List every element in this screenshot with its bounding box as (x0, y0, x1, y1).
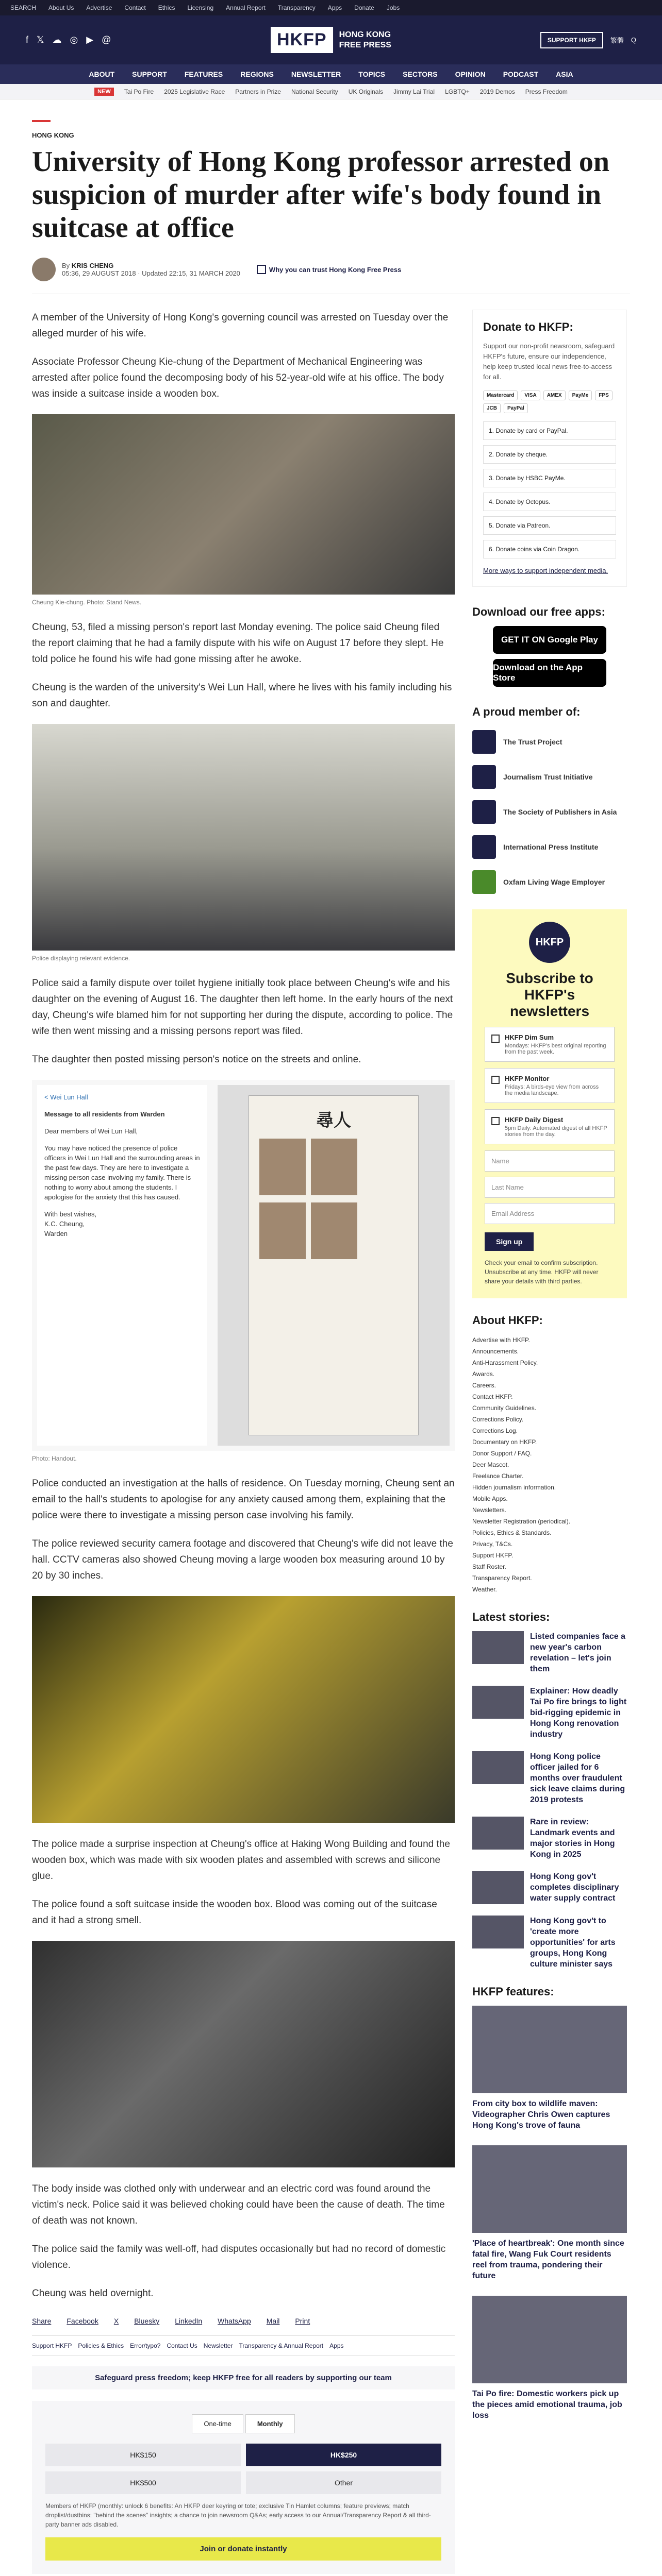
donate-option[interactable]: 1. Donate by card or PayPal. (483, 421, 616, 440)
article-footer-links (32, 2335, 455, 2356)
card-logo: VISA (521, 391, 540, 400)
email-back: < Wei Lun Hall (44, 1093, 88, 1101)
section-accent (32, 120, 51, 122)
card-logo: FPS (595, 391, 612, 400)
paragraph: Cheung was held overnight. (32, 2288, 154, 2299)
amount-option[interactable]: HK$500 (45, 2471, 241, 2494)
latest-story[interactable]: Hong Kong police officer jailed for 6 months over fraudulent sick leave claims during 2019 protests (472, 1751, 627, 1805)
sidebar (472, 310, 627, 2574)
about-link[interactable]: Awards. (472, 1370, 495, 1378)
email-subject: Message to all residents from Warden (44, 1110, 165, 1118)
newsletter-logo: HKFP (529, 922, 570, 963)
sign-up-button[interactable]: Sign up (485, 1232, 534, 1251)
share-label: Share (32, 2317, 52, 2325)
amount-option-selected[interactable]: HK$250 (246, 2444, 441, 2466)
new-badge: NEW (94, 88, 114, 96)
donate-option[interactable]: 2. Donate by cheque. (483, 445, 616, 464)
nav-item-topics[interactable]: TOPICS (358, 70, 386, 78)
about-link[interactable]: Advertise with HKFP. (472, 1336, 530, 1344)
figure (32, 1596, 455, 1823)
about-list (472, 1334, 627, 1595)
apps-title: Download our free apps: (472, 605, 605, 618)
share-mail[interactable]: Mail (266, 2317, 280, 2325)
email-screenshot[interactable] (32, 1080, 455, 1451)
trust-label: Why you can trust Hong Kong Free Press (269, 265, 402, 274)
paragraph: The police made a surprise inspection at Cheung's office at Haking Wong Building and found the wooden box, which was made with six wooden plates and assembled with screws and silicone glue. (32, 1839, 450, 1882)
about-link[interactable]: Corrections Log. (472, 1427, 518, 1434)
email-signature: With best wishes, K.C. Cheung, Warden (44, 1210, 97, 1238)
top-link-ethics[interactable]: Ethics (158, 4, 175, 11)
about-link[interactable]: Support HKFP. (472, 1552, 514, 1559)
paragraph: Associate Professor Cheung Kie-chung of the Department of Mechanical Engineering was arrested after police found the decomposing body of his 52-year-old wife at his office. The body was inside a suitcase inside a wooden box. (32, 357, 444, 399)
newsletter-option[interactable]: HKFP Dim Sum Mondays: HKFP's best original reporting from the past week. (485, 1027, 615, 1062)
about-link[interactable]: Mobile Apps. (472, 1495, 508, 1502)
site-logo[interactable] (271, 27, 391, 53)
paragraph: Police conducted an investigation at the halls of residence. On Tuesday morning, Cheung sent an email to the hall's students to apologise for any anxiety caused among them, explaining that the police were there to investigate a missing person case involving his family. (32, 1478, 455, 1521)
checkbox-icon[interactable] (491, 1076, 500, 1084)
join-donate-button[interactable]: Join or donate instantly (45, 2537, 441, 2561)
footer-link[interactable]: Apps (329, 2342, 344, 2349)
about-link[interactable]: Community Guidelines. (472, 1404, 537, 1412)
nav-item-opinion[interactable]: OPINION (455, 70, 486, 78)
top-link-apps[interactable]: Apps (327, 4, 342, 11)
header-actions (540, 32, 636, 48)
paragraph: The police reviewed security camera footage and discovered that Cheung's wife did not leave the hall. CCTV cameras also showed Cheung moving a large wooden box measuring around 10 by 20 by 30 inches. (32, 1538, 453, 1581)
poster-title: 尋人 (316, 1111, 351, 1130)
search-icon[interactable]: Q (631, 36, 636, 44)
footer-link[interactable]: Error/typo? (130, 2342, 161, 2349)
share-bluesky[interactable]: Bluesky (134, 2317, 160, 2325)
logo-text (339, 30, 391, 50)
share-whatsapp[interactable]: WhatsApp (218, 2317, 251, 2325)
ticker-item[interactable]: Partners in Prize (235, 88, 281, 95)
name-field[interactable]: Name (485, 1150, 615, 1172)
features-title: HKFP features: (472, 1985, 554, 1998)
photo-cheung[interactable] (32, 414, 455, 595)
support-hkfp-button[interactable]: SUPPORT HKFP (540, 32, 603, 48)
caption: Police displaying relevant evidence. (32, 955, 130, 962)
checkbox-icon[interactable] (491, 1117, 500, 1125)
about-link[interactable]: Corrections Policy. (472, 1416, 524, 1423)
caption: Cheung Kie-chung. Photo: Stand News. (32, 599, 142, 606)
top-link-licensing[interactable]: Licensing (187, 4, 214, 11)
nav-item-regions[interactable]: REGIONS (240, 70, 274, 78)
ticker-item[interactable]: UK Originals (348, 88, 384, 95)
top-link-jobs[interactable]: Jobs (386, 4, 400, 11)
youtube-icon[interactable]: ▶ (86, 35, 94, 45)
member-logo[interactable]: Journalism Trust Initiative (472, 765, 627, 789)
amount-option[interactable]: HK$150 (45, 2444, 241, 2466)
social-links (26, 35, 111, 45)
footer-link[interactable]: Transparency & Annual Report (239, 2342, 324, 2349)
main-nav (0, 64, 662, 84)
site-header (0, 15, 662, 64)
tab-one-time[interactable]: One-time (192, 2414, 243, 2433)
about-link[interactable]: Newsletter Registration (periodical). (472, 1518, 571, 1525)
avatar (32, 258, 56, 281)
about-link[interactable]: Donor Support / FAQ. (472, 1450, 532, 1457)
about-link[interactable]: Deer Mascot. (472, 1461, 509, 1468)
paragraph: A member of the University of Hong Kong's governing council was arrested on Tuesday over the alleged murder of his wife. (32, 312, 449, 339)
caption: Photo: Handout. (32, 1455, 77, 1462)
language-toggle[interactable]: 繁體 (610, 37, 624, 44)
about-link[interactable]: Hidden journalism information. (472, 1484, 556, 1491)
top-link-advertise[interactable]: Advertise (86, 4, 112, 11)
author-name[interactable]: KRIS CHENG (71, 262, 114, 269)
member-title: A proud member of: (472, 705, 581, 718)
logo-mark: HKFP (271, 27, 333, 53)
donate-more-link[interactable]: More ways to support independent media. (483, 567, 608, 574)
missing-poster (249, 1095, 419, 1435)
newsletter-option[interactable]: HKFP Monitor Fridays: A birds-eye view from across the media landscape. (485, 1068, 615, 1103)
share-print[interactable]: Print (295, 2317, 310, 2325)
photo-entrance[interactable] (32, 1596, 455, 1823)
donate-option[interactable]: 3. Donate by HSBC PayMe. (483, 469, 616, 487)
footer-link[interactable]: Policies & Ethics (78, 2342, 124, 2349)
paragraph: Cheung is the warden of the university's Wei Lun Hall, where he lives with his family including his son and daughter. (32, 682, 452, 709)
card-logo: PayMe (569, 391, 592, 400)
logo-line-1: HONG KONG (339, 30, 391, 39)
nav-item-about[interactable]: ABOUT (89, 70, 115, 78)
top-link-contact[interactable]: Contact (124, 4, 146, 11)
last-name-field[interactable]: Last Name (485, 1177, 615, 1198)
member-logo[interactable]: Oxfam Living Wage Employer (472, 870, 627, 894)
about-link[interactable]: Careers. (472, 1382, 496, 1389)
google-play-button[interactable]: GET IT ON Google Play (493, 626, 606, 654)
donate-box (472, 310, 627, 587)
latest-title: Latest stories: (472, 1611, 550, 1623)
bluesky-icon[interactable]: ☁ (52, 35, 62, 45)
card-logo: Mastercard (483, 391, 518, 400)
paragraph: The police found a soft suitcase inside the wooden box. Blood was coming out of the suitcase and it had a strong smell. (32, 1899, 437, 1926)
latest-story[interactable]: Explainer: How deadly Tai Po fire brings to light bid-rigging epidemic in Hong Kong renovation industry (472, 1686, 627, 1740)
newsletter-option[interactable]: HKFP Daily Digest 5pm Daily: Automated digest of all HKFP stories from the day. (485, 1109, 615, 1144)
paragraph: Police said a family dispute over toilet hygiene initially took place between Cheung's wife and his daughter on the evening of August 16. The daughter then left home. In the early hours of the next day, Cheung's wife blamed him for not supporting her during the dispute, according to police. The wife then went missing and a missing persons report was filed. (32, 978, 453, 1037)
footer-link[interactable]: Support HKFP (32, 2342, 72, 2349)
member-logo[interactable]: International Press Institute (472, 835, 627, 859)
paragraph: The daughter then posted missing person's notice on the streets and online. (32, 1054, 361, 1065)
newsletter-note: Check your email to confirm subscription. Unsubscribe at any time. HKFP will never share your details with third parties. (485, 1259, 599, 1285)
top-link-about[interactable]: About Us (48, 4, 74, 11)
x-icon[interactable]: 𝕏 (37, 35, 44, 45)
donate-title: Donate to HKFP: (483, 320, 573, 333)
section-label[interactable]: HONG KONG (32, 131, 74, 139)
email-greeting: Dear members of Wei Lun Hall, (44, 1127, 138, 1135)
ticker-item[interactable]: LGBTQ+ (445, 88, 470, 95)
figure (32, 1941, 455, 2167)
amount-options (45, 2444, 441, 2494)
about-title: About HKFP: (472, 1314, 543, 1327)
share-linkedin[interactable]: LinkedIn (175, 2317, 203, 2325)
figure (32, 724, 455, 962)
email-body: You may have noticed the presence of police officers in Wei Lun Hall and the surrounding areas in the past few days. They are here to investigate a missing person case involving my family. There is nothing to worry about among the students. I apologise for the anxiety that this has caused. (44, 1144, 200, 1201)
about-link[interactable]: Documentary on HKFP. (472, 1438, 537, 1446)
share-x[interactable]: X (113, 2317, 119, 2325)
photo-police[interactable] (32, 1941, 455, 2167)
paragraph: Cheung, 53, filed a missing person's report last Monday evening. The police said Cheung filed the report claiming that he had a family dispute with his wife on August 17 before they slept. He told police he found his wife had gone missing after he awoke. (32, 622, 444, 665)
facebook-icon[interactable]: f (26, 35, 29, 45)
ticker-item[interactable]: National Security (291, 88, 338, 95)
email-field[interactable]: Email Address (485, 1203, 615, 1224)
donate-text: Support our non-profit newsroom, safeguard HKFP's future, ensure our independence, help keep trusted local news free-to-access for all. (483, 342, 615, 381)
feature-story[interactable]: From city box to wildlife maven: Videographer Chris Owen captures Hong Kong's trove of fauna (472, 2006, 627, 2131)
share-facebook[interactable]: Facebook (67, 2317, 98, 2325)
membership-text: Members of HKFP (monthly: unlock 6 benefits: An HKFP deer keyring or tote; exclusive Tin Hamlet columns; feature previews; match droplist/dustbins; "behind the scenes" insights; a chance to join newsroom Q&As; early access to our Annual/Transparency Report & all third-party banner ads disabled. (45, 2502, 431, 2528)
ticker-item[interactable]: Tai Po Fire (124, 88, 154, 95)
about-link[interactable]: Announcements. (472, 1348, 519, 1355)
newsletter-signup (472, 909, 627, 1298)
about-link[interactable]: Freelance Charter. (472, 1472, 524, 1480)
latest-story[interactable]: Hong Kong gov't to 'create more opportunities' for arts groups, Hong Kong culture minister says (472, 1916, 627, 1970)
trust-link[interactable] (257, 265, 401, 274)
nav-item-support[interactable]: SUPPORT (132, 70, 167, 78)
nav-item-podcast[interactable]: PODCAST (503, 70, 539, 78)
paragraph: The police said the family was well-off, had disputes occasionally but had no record of domestic violence. (32, 2244, 446, 2270)
shield-icon (257, 265, 266, 274)
figure (32, 1080, 455, 1462)
member-logo[interactable]: The Trust Project (472, 730, 627, 754)
logo-line-2: FREE PRESS (339, 40, 391, 49)
about-link[interactable]: Newsletters. (472, 1506, 507, 1514)
card-logo: PayPal (504, 403, 528, 413)
ticker-item[interactable]: 2019 Demos (479, 88, 515, 95)
about-link[interactable]: Weather. (472, 1586, 497, 1593)
article-body (32, 310, 455, 2574)
article-dates: 05:36, 29 AUGUST 2018 · Updated 22:15, 31 MARCH 2020 (62, 269, 240, 277)
ticker-item[interactable]: Jimmy Lai Trial (393, 88, 435, 95)
footer-link[interactable]: Contact Us (167, 2342, 197, 2349)
nav-item-features[interactable]: FEATURES (184, 70, 223, 78)
email-panel (37, 1085, 207, 1446)
top-utility-bar (0, 0, 662, 15)
article-title: University of Hong Kong professor arrested on suspicion of murder after wife's body found in suitcase at office (32, 146, 609, 244)
feature-story[interactable]: Tai Po fire: Domestic workers pick up the pieces amid emotional trauma, job loss (472, 2296, 627, 2421)
about-link[interactable]: Contact HKFP. (472, 1393, 513, 1400)
article-wrapper (22, 120, 640, 2576)
top-link-donate[interactable]: Donate (354, 4, 374, 11)
ticker-item[interactable]: 2025 Legislative Race (164, 88, 225, 95)
donate-option[interactable]: 5. Donate via Patreon. (483, 516, 616, 535)
figure (32, 414, 455, 606)
donate-options (483, 421, 616, 558)
threads-icon[interactable]: @ (102, 35, 111, 45)
latest-story[interactable]: Hong Kong gov't completes disciplinary water supply contract (472, 1871, 627, 1904)
instagram-icon[interactable]: ◎ (70, 35, 78, 45)
top-link-transparency[interactable]: Transparency (277, 4, 316, 11)
about-link[interactable]: Privacy, T&Cs. (472, 1540, 513, 1548)
byline-text: By KRIS CHENG 05:36, 29 AUGUST 2018 · Updated 22:15, 31 MARCH 2020 (62, 262, 240, 277)
nav-item-asia[interactable]: ASIA (556, 70, 573, 78)
payment-cards (483, 391, 616, 413)
poster-photo (218, 1085, 450, 1446)
about-link[interactable]: Anti-Harassment Policy. (472, 1359, 538, 1366)
footer-link[interactable]: Newsletter (203, 2342, 233, 2349)
donate-banner[interactable]: Safeguard press freedom; keep HKFP free for all readers by supporting our team (32, 2366, 455, 2389)
card-logo: AMEX (543, 391, 566, 400)
about-link[interactable]: Transparency Report. (472, 1574, 532, 1582)
about-link[interactable]: Policies, Ethics & Standards. (472, 1529, 552, 1536)
checkbox-icon[interactable] (491, 1035, 500, 1043)
paragraph: The body inside was clothed only with underwear and an electric cord was found around the victim's neck. Police said it was believed choking could have been the cause of death. The time of death was not known. (32, 2183, 445, 2226)
byline (32, 258, 630, 281)
poster-photos (259, 1139, 408, 1195)
about-link[interactable]: Staff Roster. (472, 1563, 506, 1570)
top-link-search[interactable]: SEARCH (10, 4, 37, 11)
share-bar (32, 2317, 455, 2325)
nav-item-sectors[interactable]: SECTORS (403, 70, 438, 78)
donate-widget (32, 2401, 455, 2574)
photo-evidence[interactable] (32, 724, 455, 951)
card-logo: JCB (483, 403, 501, 413)
member-logo[interactable]: The Society of Publishers in Asia (472, 800, 627, 824)
latest-story[interactable]: Listed companies face a new year's carbon revelation – let's join them (472, 1631, 627, 1674)
donate-option[interactable]: 4. Donate by Octopus. (483, 493, 616, 511)
trending-ticker (0, 84, 662, 99)
donate-option[interactable]: 6. Donate coins via Coin Dragon. (483, 540, 616, 558)
nav-item-newsletter[interactable]: NEWSLETTER (291, 70, 341, 78)
newsletter-title: Subscribe to HKFP's newsletters (506, 970, 593, 1019)
content-columns (32, 310, 630, 2574)
feature-story[interactable]: 'Place of heartbreak': One month since fatal fire, Wang Fuk Court residents reel from trauma, pondering their future (472, 2145, 627, 2281)
app-store-button[interactable]: Download on the App Store (493, 659, 606, 687)
frequency-toggle (45, 2414, 441, 2433)
latest-story[interactable]: Rare in review: Landmark events and major stories in Hong Kong in 2025 (472, 1817, 627, 1860)
amount-option-other[interactable]: Other (246, 2471, 441, 2494)
ticker-item[interactable]: Press Freedom (525, 88, 568, 95)
top-link-annual-report[interactable]: Annual Report (226, 4, 266, 11)
tab-monthly[interactable]: Monthly (245, 2414, 295, 2433)
